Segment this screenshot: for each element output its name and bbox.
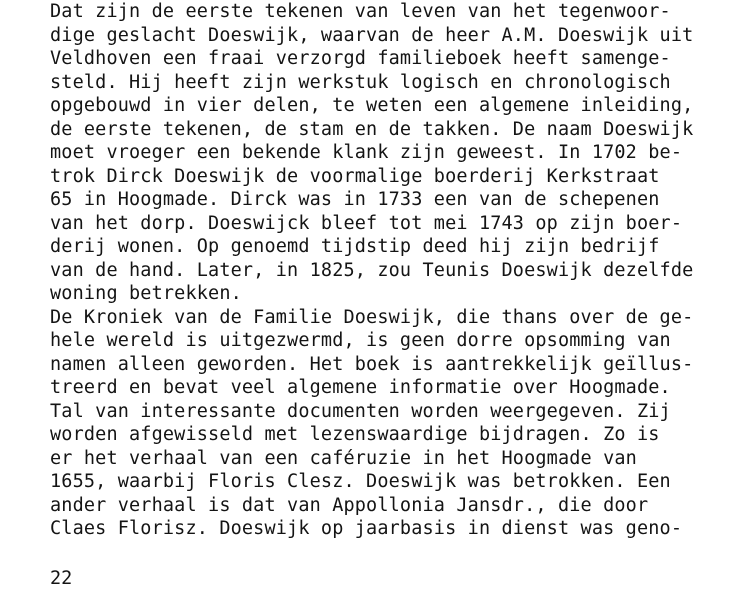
text-line: 1655, waarbij Floris Clesz. Doeswijk was betrokken. Een <box>50 471 671 492</box>
text-line: derij wonen. Op genoemd tijdstip deed hij zijn bedrijf <box>50 236 660 257</box>
text-line: van het dorp. Doeswijck bleef tot mei 1743 op zijn boer- <box>50 212 683 234</box>
text-line: dige geslacht Doeswijk, waarvan de heer A.M. Doeswijk uit <box>50 24 694 46</box>
text-line: de eerste tekenen, de stam en de takken. De naam Doeswijk <box>50 118 694 140</box>
text-line: ander verhaal is dat van Appollonia Jansdr., die door <box>50 494 649 516</box>
text-line: woning betrekken. <box>50 283 242 304</box>
text-line: trok Dirck Doeswijk de voormalige boerderij Kerkstraat <box>50 165 660 187</box>
text-line: Dat zijn de eerste tekenen van leven van het tegenwoor- <box>50 1 671 22</box>
text-line: hele wereld is uitgezwermd, is geen dorre opsomming van <box>50 330 671 351</box>
text-line: er het verhaal van een caféruzie in het Hoogmade van <box>50 447 637 469</box>
text-line: moet vroeger een bekende klank zijn geweest. In 1702 be- <box>50 142 683 163</box>
text-line: Tal van interessante documenten worden weergegeven. Zij <box>50 400 671 422</box>
text-line: van de hand. Later, in 1825, zou Teunis Doeswijk dezelfde <box>50 259 694 281</box>
text-line: Veldhoven een fraai verzorgd familieboek heeft samenge- <box>50 48 671 69</box>
text-line: namen alleen geworden. Het boek is aantrekkelijk geïllus- <box>50 353 694 375</box>
text-line: steld. Hij heeft zijn werkstuk logisch en chronologisch <box>50 71 671 93</box>
text-line: 65 in Hoogmade. Dirck was in 1733 een van de schepenen <box>50 189 660 210</box>
text-line: treerd en bevat veel algemene informatie over Hoogmade. <box>50 377 671 398</box>
page-number: 22 <box>50 568 73 589</box>
body-text <box>50 0 740 541</box>
text-line: De Kroniek van de Familie Doeswijk, die thans over de ge- <box>50 306 694 328</box>
text-line: Claes Florisz. Doeswijk op jaarbasis in dienst was geno- <box>50 518 683 539</box>
text-line: opgebouwd in vier delen, te weten een algemene inleiding, <box>50 95 694 116</box>
text-line: worden afgewisseld met lezenswaardige bijdragen. Zo is <box>50 424 660 445</box>
